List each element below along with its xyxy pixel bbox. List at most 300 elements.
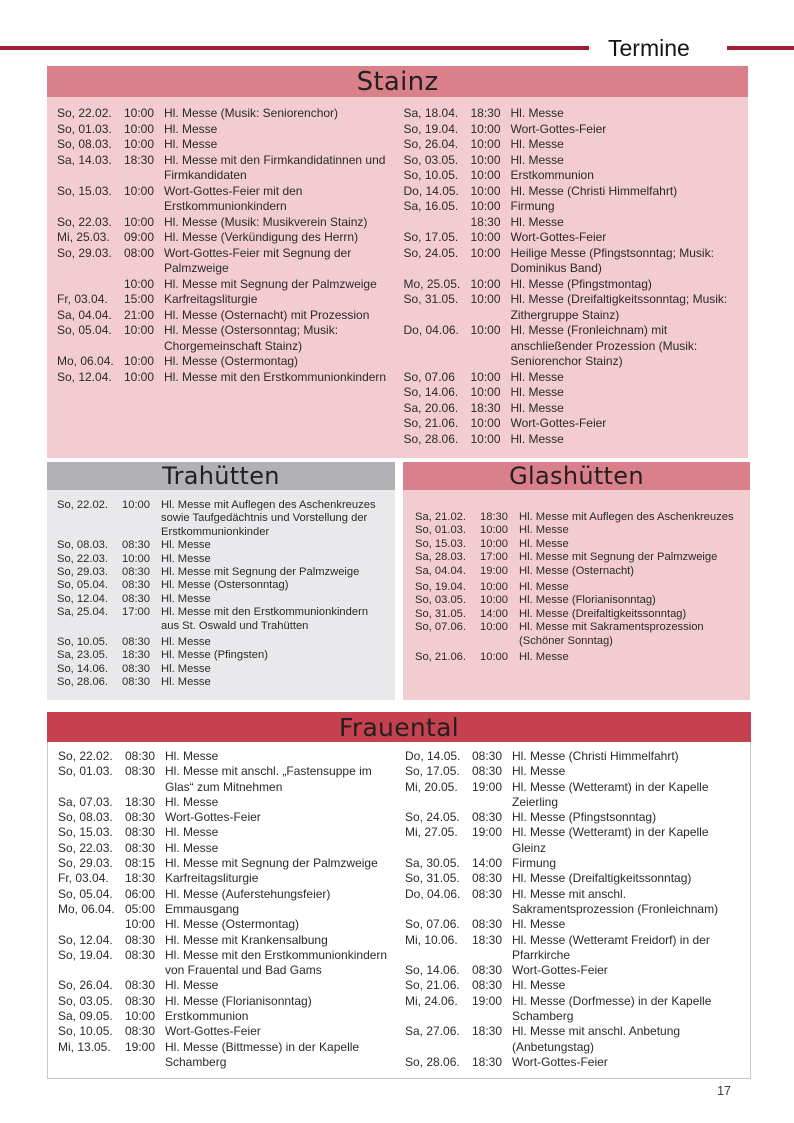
event-text: Hl. Messe mit Segnung der Palmzweige	[519, 551, 718, 564]
event-row	[57, 579, 385, 592]
section-title: Glashütten	[509, 462, 644, 490]
event-date: So, 07.06.	[415, 621, 467, 634]
event-time: 08:30	[472, 871, 503, 886]
event-row	[404, 106, 739, 122]
event-row	[58, 902, 393, 917]
event-row	[58, 978, 393, 993]
event-row	[404, 153, 739, 169]
event-row	[58, 856, 393, 871]
event-time: 08:30	[125, 978, 156, 993]
event-row	[58, 810, 393, 825]
event-date: So, 03.05.	[58, 993, 113, 1008]
event-row	[58, 1040, 393, 1071]
page-number: 17	[717, 1084, 731, 1098]
event-time: 10:00	[124, 137, 155, 151]
event-date: Mi, 25.03.	[57, 230, 110, 244]
event-time: 08:30	[472, 764, 503, 779]
event-row	[404, 401, 739, 417]
section-frauental	[47, 712, 751, 1079]
event-time: 10:00	[470, 323, 501, 337]
event-text: Hl. Messe	[510, 152, 564, 167]
event-text: Hl. Messe	[519, 651, 569, 664]
event-row	[57, 106, 392, 122]
event-text: Hl. Messe (Osternacht) mit Prozession	[164, 307, 370, 322]
event-text: Hl. Messe mit den Firmkandidatinnen und Firmkandidaten	[164, 152, 386, 182]
event-time: 19:00	[125, 1039, 156, 1054]
event-text: Hl. Messe	[165, 825, 219, 840]
event-time: 10:00	[124, 354, 155, 368]
event-time: 19:00	[472, 993, 503, 1008]
event-row	[405, 887, 740, 918]
event-row	[58, 887, 393, 902]
event-text: Hl. Messe (Osternacht)	[519, 564, 635, 577]
section-stainz-header	[47, 66, 748, 97]
event-row	[57, 370, 392, 386]
event-date: Sa, 04.04.	[415, 564, 467, 577]
header-rule-left	[0, 46, 589, 50]
event-row	[415, 511, 742, 524]
event-text: Hl. Messe (Fronleichnam) mit anschließender Prozession (Musik: Seniorenchor Stainz)	[510, 323, 698, 368]
event-row	[58, 1024, 393, 1039]
event-date: So, 05.04.	[57, 323, 112, 337]
event-row	[404, 199, 739, 215]
event-date: So, 01.03.	[415, 524, 467, 537]
event-text: Hl. Messe	[161, 539, 211, 552]
event-date: So, 10.05.	[403, 168, 459, 182]
event-time: 18:30	[124, 152, 155, 167]
event-date: Sa, 04.04.	[57, 307, 112, 322]
section-trahuetten-body	[47, 490, 395, 700]
event-text: Hl. Messe mit Auflegen des Aschenkreuzes sowie Taufgedächtnis und Vorstellung der Erstkommunionkinder	[161, 499, 376, 538]
event-time: 10:00	[470, 416, 501, 430]
event-time: 10:00	[470, 121, 501, 136]
event-date: Sa, 14.03.	[57, 152, 112, 167]
event-text: Wort-Gottes-Feier mit Segnung der Palmzweige	[164, 245, 352, 275]
event-time: 08:30	[125, 825, 156, 840]
event-row	[57, 663, 385, 676]
event-date: So, 28.06.	[57, 676, 109, 689]
event-time: 10:00	[125, 1009, 156, 1024]
section-frauental-header	[47, 712, 751, 742]
event-text: Hl. Messe	[510, 369, 564, 384]
event-date: Do, 14.05.	[403, 183, 459, 198]
event-time: 18:30	[480, 511, 508, 523]
event-text: Hl. Messe	[512, 917, 566, 932]
event-text: Hl. Messe (Wetteramt) in der Kapelle Gleinz	[512, 825, 709, 855]
section-glashuetten	[403, 462, 750, 700]
event-time: 10:00	[124, 369, 155, 384]
event-date: Sa, 07.03.	[58, 794, 113, 809]
event-row	[404, 277, 739, 293]
event-text: Hl. Messe mit anschl. Anbetung (Anbetungstag)	[512, 1024, 681, 1054]
event-time: 10:00	[125, 917, 156, 932]
event-date: So, 29.03.	[57, 566, 109, 579]
event-date: So, 19.04.	[403, 121, 459, 136]
event-text: Hl. Messe mit Krankensalbung	[165, 932, 328, 947]
event-time: 10:00	[480, 537, 508, 550]
event-text: Hl. Messe mit Segnung der Palmzweige	[164, 276, 377, 291]
event-time: 06:00	[125, 886, 156, 901]
event-date: Fr, 03.04.	[57, 292, 108, 306]
event-row	[404, 230, 739, 246]
event-list	[57, 499, 385, 690]
event-text: Hl. Messe (Wetteramt) in der Kapelle Zeierling	[512, 779, 709, 809]
event-row	[57, 153, 392, 184]
event-row	[58, 994, 393, 1009]
event-date: So, 21.06.	[403, 416, 459, 430]
event-text: Wort-Gottes-Feier	[510, 416, 607, 430]
event-text: Hl. Messe (Wetteramt Freidorf) in der Pfarrkirche	[512, 932, 710, 962]
event-row	[58, 933, 393, 948]
event-date: So, 03.05.	[415, 594, 467, 607]
event-time: 08:30	[125, 1024, 156, 1039]
event-date: So, 10.05.	[57, 636, 109, 649]
event-date: Sa, 27.06.	[405, 1024, 460, 1039]
event-date: So, 05.04.	[58, 886, 113, 901]
event-text: Hl. Messe	[161, 592, 211, 605]
event-date: Sa, 23.05.	[57, 649, 109, 662]
event-text: Erstkommunion	[165, 1009, 249, 1024]
section-stainz	[47, 66, 748, 458]
event-row	[415, 524, 742, 537]
event-text: Hl. Messe (Florianisonntag)	[519, 594, 656, 607]
section-glashuetten-header	[403, 462, 750, 490]
event-date: So, 14.06.	[57, 662, 109, 675]
event-date: So, 08.03.	[57, 137, 112, 151]
event-time: 10:00	[470, 152, 501, 167]
event-time: 10:00	[480, 524, 508, 537]
event-date: Sa, 21.02.	[415, 511, 467, 523]
event-time: 10:00	[122, 552, 150, 565]
event-row	[405, 978, 740, 993]
event-row	[57, 354, 392, 370]
event-date: Mi, 13.05.	[58, 1039, 111, 1054]
event-list	[405, 749, 740, 1070]
event-text: Hl. Messe (Bittmesse) in der Kapelle Schamberg	[165, 1039, 360, 1069]
event-row	[404, 168, 739, 184]
event-date: Mi, 20.05.	[405, 779, 458, 794]
event-date: So, 10.05.	[58, 1024, 113, 1039]
event-row	[405, 825, 740, 856]
event-date: So, 26.04.	[58, 978, 113, 993]
event-text: Wort-Gottes-Feier	[510, 230, 607, 244]
event-text: Hl. Messe (Dreifaltigkeitssonntag)	[512, 871, 692, 886]
event-text: Hl. Messe (Christi Himmelfahrt)	[510, 183, 678, 198]
event-text: Hl. Messe (Dorfmesse) in der Kapelle Schamberg	[512, 993, 712, 1024]
event-time: 08:30	[122, 539, 150, 552]
event-time: 08:30	[122, 676, 150, 689]
event-date: Mi, 10.06.	[405, 932, 458, 947]
event-text: Hl. Messe	[510, 137, 564, 151]
event-text: Emmausgang	[165, 901, 240, 916]
event-list	[415, 511, 742, 664]
event-time: 18:30	[125, 794, 156, 809]
section-title: Stainz	[356, 66, 439, 97]
event-date: So, 08.03.	[58, 810, 113, 825]
header-rule-right	[727, 46, 794, 50]
event-time: 10:00	[470, 245, 501, 260]
event-text: Hl. Messe (Pfingsten)	[161, 649, 268, 662]
event-time: 14:00	[480, 607, 508, 620]
event-time: 05:00	[125, 901, 156, 916]
event-date: So, 03.05.	[403, 152, 459, 167]
event-text: Hl. Messe mit Sakramentsprozession (Schöner Sonntag)	[519, 621, 704, 647]
event-date: So, 08.03.	[57, 539, 109, 552]
event-row	[58, 948, 393, 979]
event-date: So, 05.04.	[57, 579, 109, 592]
event-row	[57, 636, 385, 649]
event-text: Wort-Gottes-Feier	[510, 121, 607, 136]
event-date: So, 26.04.	[403, 137, 459, 151]
event-text: Karfreitagsliturgie	[165, 871, 259, 886]
event-time: 08:30	[472, 749, 503, 763]
event-time: 19:00	[472, 779, 503, 794]
event-text: Hl. Messe	[510, 385, 564, 399]
event-date: So, 22.03.	[57, 552, 109, 565]
event-text: Hl. Messe	[519, 524, 569, 537]
event-date: So, 24.05.	[405, 810, 460, 825]
event-time: 10:00	[470, 431, 501, 446]
event-time: 10:00	[470, 276, 501, 291]
event-row	[405, 1055, 740, 1070]
event-time: 08:00	[124, 245, 155, 260]
event-time: 10:00	[124, 214, 155, 229]
event-date: So, 22.03.	[57, 214, 112, 229]
event-time: 08:30	[122, 636, 150, 649]
event-row	[404, 292, 739, 323]
event-text: Hl. Messe (Florianisonntag)	[165, 993, 312, 1008]
event-time: 18:30	[472, 1054, 503, 1069]
event-date: Fr, 03.04.	[58, 871, 109, 886]
event-text: Hl. Messe (Pfingstsonntag)	[512, 810, 657, 825]
event-row	[57, 566, 385, 579]
event-row	[404, 184, 739, 200]
event-row	[404, 137, 739, 153]
event-text: Hl. Messe (Ostersonntag; Musik: Chorgemeinschaft Stainz)	[164, 323, 339, 353]
event-row	[57, 246, 392, 277]
event-date: So, 22.02.	[57, 499, 109, 511]
event-time: 10:00	[124, 183, 155, 198]
event-text: Hl. Messe	[512, 978, 566, 993]
event-date: So, 17.05.	[403, 230, 459, 244]
event-date: Sa, 09.05.	[58, 1009, 113, 1024]
event-text: Hl. Messe mit anschl. „Fastensuppe im Glas“ zum Mitnehmen	[165, 764, 372, 794]
event-date: Do, 04.06.	[403, 323, 459, 337]
event-time: 18:30	[470, 400, 501, 415]
event-date: So, 31.05.	[415, 607, 467, 620]
event-time: 14:00	[472, 856, 503, 871]
event-date: Mo, 06.04.	[57, 354, 114, 368]
event-row	[57, 277, 392, 293]
event-row	[57, 323, 392, 354]
event-date: So, 19.04.	[415, 581, 467, 594]
event-date: So, 31.05.	[403, 292, 459, 306]
event-row	[57, 292, 392, 308]
event-time: 10:00	[470, 292, 501, 306]
event-row	[58, 795, 393, 810]
event-time: 10:00	[470, 230, 501, 244]
event-row	[57, 593, 385, 606]
event-time: 18:30	[125, 871, 156, 886]
event-text: Hl. Messe	[519, 537, 569, 550]
event-row	[57, 184, 392, 215]
event-text: Hl. Messe (Dreifaltigkeitssonntag; Musik: Zithergruppe Stainz)	[510, 292, 728, 322]
page-header-title: Termine	[608, 34, 690, 61]
event-date: So, 15.03.	[415, 537, 467, 550]
event-time: 08:30	[472, 886, 503, 901]
event-row	[404, 122, 739, 138]
event-text: Hl. Messe (Ostermontag)	[164, 354, 299, 368]
event-time: 09:00	[124, 230, 155, 244]
event-text: Hl. Messe mit den Erstkommunionkindern von Frauental und Bad Gams	[165, 947, 388, 978]
event-time: 10:00	[122, 499, 150, 511]
event-text: Hl. Messe (Musik: Musikverein Stainz)	[164, 214, 368, 229]
event-date: So, 21.06.	[405, 978, 460, 993]
event-text: Firmung	[510, 199, 555, 213]
event-time: 10:00	[124, 323, 155, 337]
event-date: Mi, 27.05.	[405, 825, 458, 840]
event-row	[405, 749, 740, 764]
event-date: So, 21.06.	[415, 651, 467, 664]
event-text: Hl. Messe	[519, 581, 569, 594]
event-time: 08:30	[125, 749, 156, 763]
event-date: So, 12.04.	[58, 932, 113, 947]
event-list	[58, 749, 393, 1070]
event-date: So, 28.06.	[405, 1054, 460, 1069]
event-row	[57, 308, 392, 324]
event-text: Hl. Messe	[165, 978, 219, 993]
event-time: 08:30	[125, 932, 156, 947]
event-time: 08:30	[472, 810, 503, 825]
event-time: 10:00	[470, 137, 501, 151]
event-time: 17:00	[480, 551, 508, 564]
event-time: 10:00	[470, 168, 501, 182]
event-text: Hl. Messe mit Auflegen des Aschenkreuzes	[519, 511, 734, 523]
event-text: Hl. Messe	[510, 214, 564, 229]
event-time: 19:00	[472, 825, 503, 840]
event-date: Mi, 24.06.	[405, 993, 458, 1008]
section-stainz-body	[47, 97, 748, 458]
event-time: 10:00	[480, 621, 508, 634]
event-text: Hl. Messe	[165, 840, 219, 855]
event-time: 10:00	[124, 121, 155, 136]
event-time: 10:00	[480, 651, 508, 664]
event-row	[57, 215, 392, 231]
event-row	[405, 810, 740, 825]
event-date: So, 01.03.	[58, 764, 113, 779]
event-time: 08:30	[125, 993, 156, 1008]
event-time: 08:30	[122, 592, 150, 605]
event-text: Hl. Messe	[161, 676, 211, 689]
event-text: Hl. Messe	[512, 764, 566, 779]
event-time: 08:30	[472, 978, 503, 993]
event-row	[57, 499, 385, 539]
event-date: So, 14.06.	[405, 963, 460, 978]
event-time: 08:15	[125, 856, 156, 871]
event-date: So, 15.03.	[58, 825, 113, 840]
event-time: 08:30	[125, 947, 156, 962]
event-row	[415, 608, 742, 621]
event-date: Mo, 25.05.	[403, 276, 461, 291]
event-row	[57, 676, 385, 689]
event-text: Hl. Messe	[164, 121, 218, 136]
event-time: 21:00	[124, 307, 155, 322]
event-row	[58, 749, 393, 764]
event-row	[405, 963, 740, 978]
event-row	[404, 215, 739, 231]
event-row	[57, 553, 385, 566]
event-date: So, 29.03.	[58, 856, 113, 871]
event-date: Sa, 18.04.	[403, 106, 459, 120]
event-row	[415, 551, 742, 564]
event-text: Hl. Messe	[510, 431, 564, 446]
event-time: 08:30	[472, 963, 503, 978]
event-text: Hl. Messe (Musik: Seniorenchor)	[164, 106, 339, 120]
event-text: Hl. Messe (Auferstehungsfeier)	[165, 886, 331, 901]
event-date: So, 01.03.	[57, 121, 112, 136]
event-time: 18:30	[122, 649, 150, 662]
event-date: Do, 14.05.	[405, 749, 461, 763]
event-time: 18:30	[472, 932, 503, 947]
event-row	[57, 606, 385, 633]
event-time: 10:00	[124, 106, 155, 120]
event-time: 18:30	[470, 214, 501, 229]
event-text: Hl. Messe mit den Erstkommunionkindern	[164, 369, 387, 384]
event-row	[58, 917, 393, 932]
section-frauental-body	[47, 742, 751, 1079]
section-title: Frauental	[339, 712, 459, 742]
event-date: So, 22.02.	[57, 106, 112, 120]
event-row	[405, 856, 740, 871]
event-text: Hl. Messe (Pfingstmontag)	[510, 276, 652, 291]
event-text: Heilige Messe (Pfingstsonntag; Musik: Dominikus Band)	[510, 245, 714, 275]
event-row	[57, 122, 392, 138]
event-row	[415, 594, 742, 607]
event-time: 10:00	[470, 369, 501, 384]
event-row	[58, 764, 393, 795]
event-row	[405, 933, 740, 964]
event-row	[405, 764, 740, 779]
event-row	[404, 416, 739, 432]
event-text: Hl. Messe	[165, 749, 219, 763]
event-time: 18:30	[470, 106, 501, 120]
event-date: So, 19.04.	[58, 947, 113, 962]
event-row	[58, 871, 393, 886]
event-text: Wort-Gottes-Feier mit den Erstkommunionkindern	[164, 183, 303, 213]
event-time: 10:00	[470, 385, 501, 399]
section-glashuetten-body	[403, 490, 750, 700]
event-date: So, 07.06.	[405, 917, 460, 932]
event-date: So, 28.06.	[403, 431, 459, 446]
event-text: Wort-Gottes-Feier	[512, 963, 608, 978]
event-row	[415, 581, 742, 594]
event-text: Hl. Messe	[510, 400, 564, 415]
event-text: Hl. Messe (Ostermontag)	[165, 917, 300, 932]
event-time: 08:30	[472, 917, 503, 932]
event-date: So, 17.05.	[405, 764, 460, 779]
event-text: Hl. Messe	[165, 794, 219, 809]
event-text: Firmung	[512, 856, 557, 871]
event-date: So, 12.04.	[57, 592, 109, 605]
event-time: 19:00	[480, 564, 508, 577]
event-text: Wort-Gottes-Feier	[512, 1054, 608, 1069]
event-row	[405, 780, 740, 811]
event-row	[58, 825, 393, 840]
event-row	[415, 565, 742, 578]
event-row	[58, 1009, 393, 1024]
event-date: So, 31.05.	[405, 871, 460, 886]
event-date: Sa, 28.03.	[415, 551, 467, 564]
